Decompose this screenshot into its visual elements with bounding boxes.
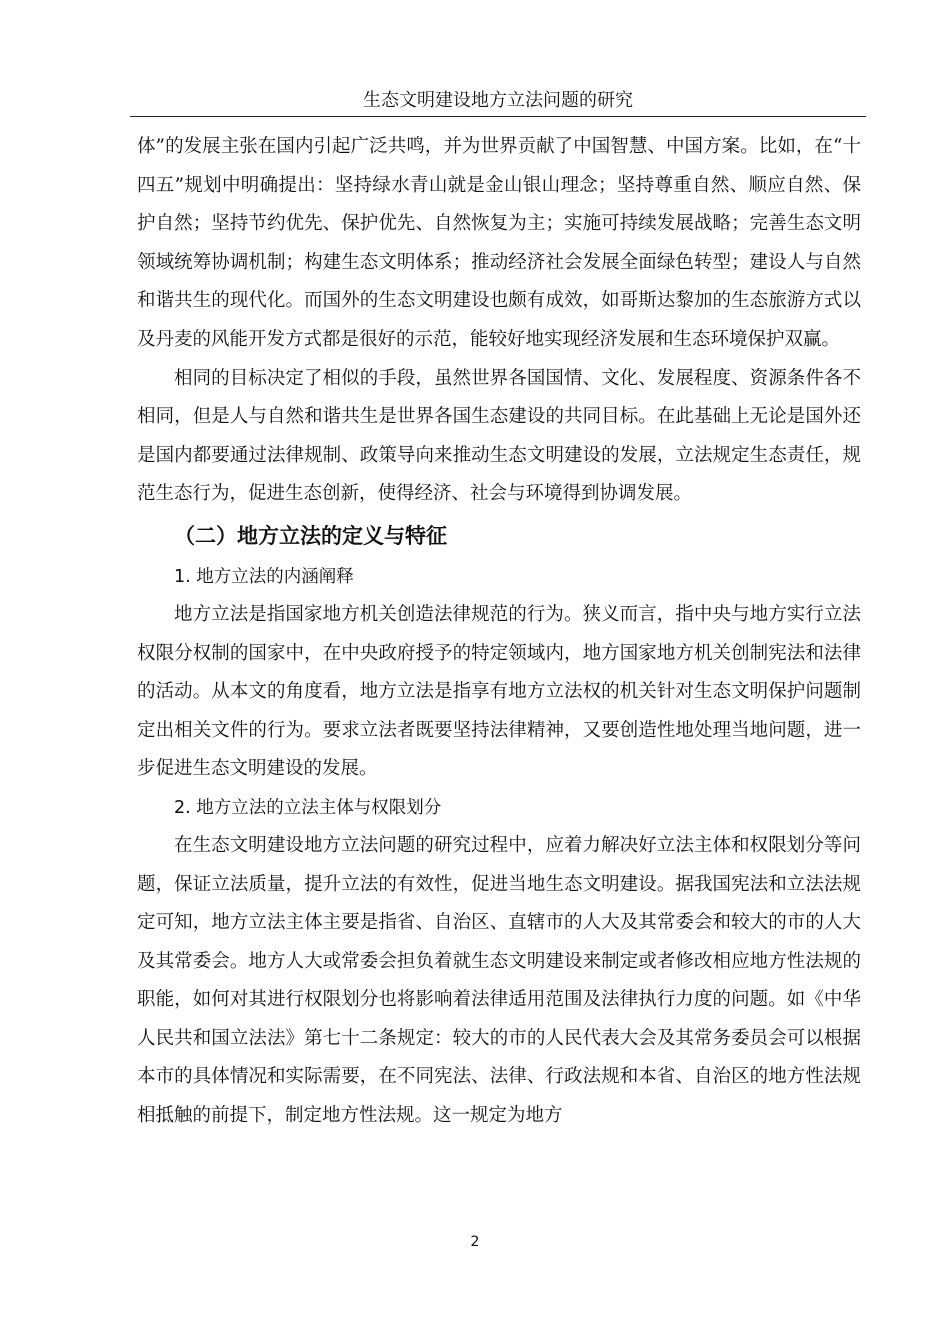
document-body (137, 128, 861, 1136)
running-header: 生态文明建设地方立法问题的研究 (130, 88, 866, 117)
subsection-heading-2: 2. 地方立法的立法主体与权限划分 (174, 797, 442, 818)
paragraph-common-goal: 相同的目标决定了相似的手段，虽然世界各国国情、文化、发展程度、资源条件各不相同，但是人与自然和谐共生是世界各国生态建设的共同目标。在此基础上无论是国外还是国内都要通过法律规制、政策导向来推动生态文明建设的发展，立法规定生态责任，规范生态行为，促进生态创新，使得经济、社会与环境得到协调发展。 (137, 367, 861, 505)
paragraph-legislative-subjects: 在生态文明建设地方立法问题的研究过程中，应着力解决好立法主体和权限划分等问题，保证立法质量，提升立法的有效性，促进当地生态文明建设。据我国宪法和立法法规定可知，地方立法主体主要是指省、自治区、直辖市的人大及其常委会和较大的市的人大及其常委会。地方人大或常委会担负着就生态文明建设来制定或者修改相应地方性法规的职能，如何对其进行权限划分也将影响着法律适用范围及法律执行力度的问题。如《中华人民共和国立法法》第七十二条规定：较大的市的人民代表大会及其常务委员会可以根据本市的具体情况和实际需要，在不同宪法、法律、行政法规和本省、自治区的地方性法规相抵触的前提下，制定地方性法规。这一规定为地方 (137, 834, 861, 1127)
page-number: 2 (470, 1234, 480, 1250)
section-heading: （二）地方立法的定义与特征 (174, 523, 447, 548)
paragraph-continuation: 体”的发展主张在国内引起广泛共鸣，并为世界贡献了中国智慧、中国方案。比如，在“十四五”规划中明确提出：坚持绿水青山就是金山银山理念；坚持尊重自然、顺应自然、保护自然；坚持节约优先、保护优先、自然恢复为主；实施可持续发展战略；完善生态文明领域统筹协调机制；构建生态文明体系；推动经济社会发展全面绿色转型；建设人与自然和谐共生的现代化。而国外的生态文明建设也颇有成效，如哥斯达黎加的生态旅游方式以及丹麦的风能开发方式都是很好的示范，能较好地实现经济发展和生态环境保护双赢。 (137, 136, 861, 350)
subsection-heading-1: 1. 地方立法的内涵阐释 (174, 566, 354, 587)
paragraph-definition: 地方立法是指国家地方机关创造法律规范的行为。狭义而言，指中央与地方实行立法权限分权制的国家中，在中央政府授予的特定领域内，地方国家地方机关创制宪法和法律的活动。从本文的角度看，地方立法是指享有地方立法权的机关针对生态文明保护问题制定出相关文件的行为。要求立法者既要坚持法律精神，又要创造性地处理当地问题，进一步促进生态文明建设的发展。 (137, 603, 861, 780)
